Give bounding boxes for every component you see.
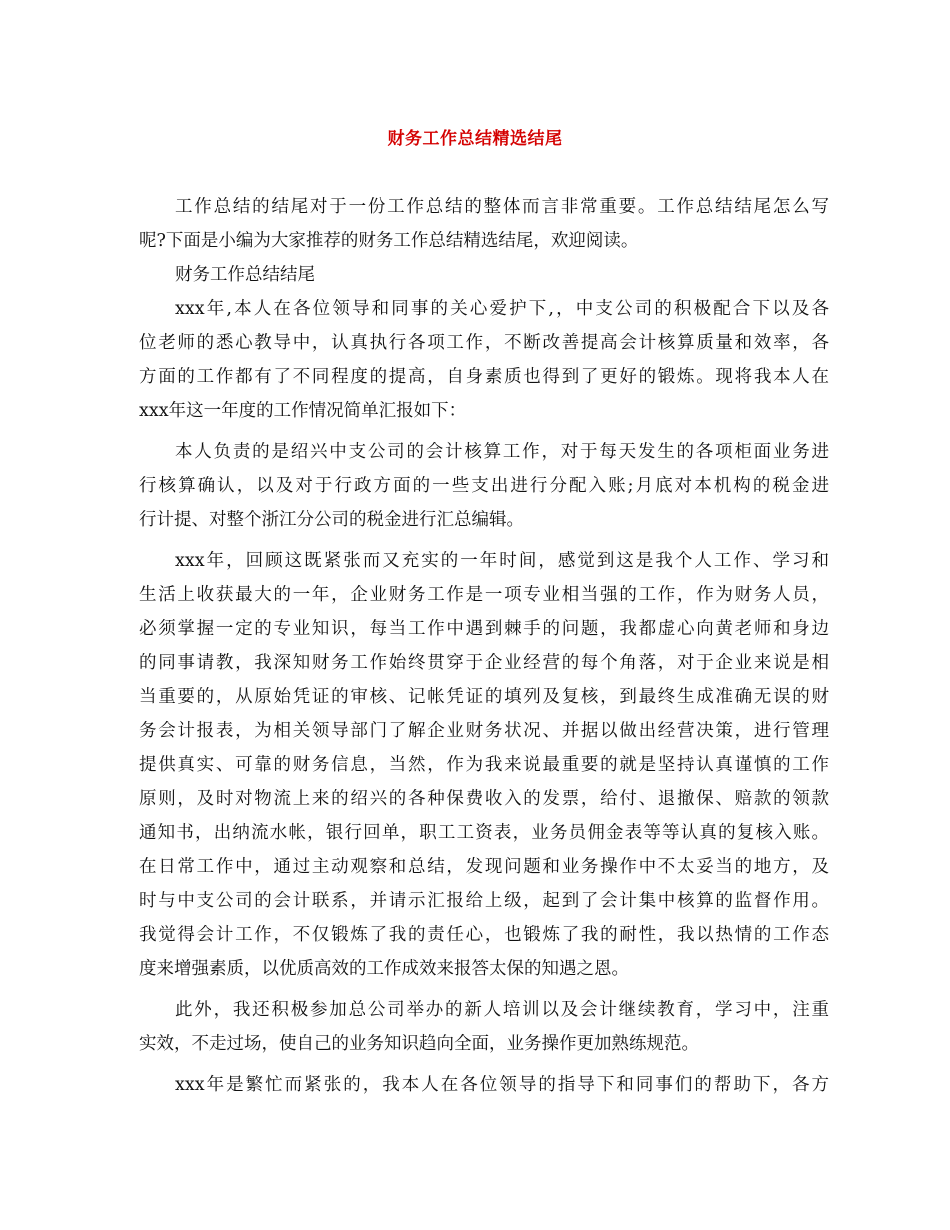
body-text-line: 此外，我还积极参加总公司举办的新人培训以及会计继续教育，学习中，注重 bbox=[175, 1000, 829, 1020]
body-text-line: 提供真实、可靠的财务信息，当然，作为我来说最重要的就是坚持认真谨慎的工作 bbox=[139, 755, 829, 775]
body-text-line: 的同事请教，我深知财务工作始终贯穿于企业经营的每个角落，对于企业来说是相 bbox=[139, 653, 829, 673]
body-text-line: 度来增强素质，以优质高效的工作成效来报答太保的知遇之恩。 bbox=[139, 959, 629, 979]
body-text-line: 当重要的，从原始凭证的审核、记帐凭证的填列及复核，到最终生成准确无误的财 bbox=[139, 687, 829, 707]
body-text-line: 务会计报表，为相关领导部门了解企业财务状况、并据以做出经营决策，进行管理 bbox=[139, 721, 829, 741]
body-text-line: 本人负责的是绍兴中支公司的会计核算工作，对于每天发生的各项柜面业务进 bbox=[175, 442, 829, 462]
body-text-line: 生活上收获最大的一年，企业财务工作是一项专业相当强的工作，作为财务人员， bbox=[139, 585, 829, 605]
body-text-line: 在日常工作中，通过主动观察和总结，发现问题和业务操作中不太妥当的地方，及 bbox=[139, 857, 829, 877]
body-text-line: 时与中支公司的会计联系，并请示汇报给上级，起到了会计集中核算的监督作用。 bbox=[139, 891, 829, 911]
body-text-line: 位老师的悉心教导中，认真执行各项工作，不断改善提高会计核算质量和效率，各 bbox=[139, 333, 829, 353]
body-text-line: xxx年，回顾这既紧张而又充实的一年时间，感觉到这是我个人工作、学习和 bbox=[175, 551, 829, 571]
body-text-line: 行核算确认，以及对于行政方面的一些支出进行分配入账;月底对本机构的税金进 bbox=[139, 476, 829, 496]
body-text-line: 实效，不走过场，使自己的业务知识趋向全面，业务操作更加熟练规范。 bbox=[139, 1034, 699, 1054]
body-text-line: xxx年这一年度的工作情况简单汇报如下： bbox=[139, 401, 467, 421]
body-text-line: xxx年,本人在各位领导和同事的关心爱护下,，中支公司的积极配合下以及各 bbox=[175, 299, 829, 319]
body-text-line: 原则，及时对物流上来的绍兴的各种保费收入的发票，给付、退撤保、赔款的领款 bbox=[139, 789, 829, 809]
body-text-line: 我觉得会计工作，不仅锻炼了我的责任心，也锻炼了我的耐性，我以热情的工作态 bbox=[139, 925, 829, 945]
body-text-line: 财务工作总结结尾 bbox=[175, 265, 315, 285]
body-text-line: 必须掌握一定的专业知识，每当工作中遇到棘手的问题，我都虚心向黄老师和身边 bbox=[139, 619, 829, 639]
document-title: 财务工作总结精选结尾 bbox=[387, 129, 563, 149]
body-text-line: 工作总结的结尾对于一份工作总结的整体而言非常重要。工作总结结尾怎么写 bbox=[175, 197, 829, 217]
body-text-line: 行计提、对整个浙江分公司的税金进行汇总编辑。 bbox=[139, 510, 524, 530]
body-text-line: 呢?下面是小编为大家推荐的财务工作总结精选结尾，欢迎阅读。 bbox=[139, 231, 639, 251]
body-text-line: 通知书，出纳流水帐，银行回单，职工工资表，业务员佣金表等等认真的复核入账。 bbox=[139, 823, 829, 843]
body-text-line: 方面的工作都有了不同程度的提高，自身素质也得到了更好的锻炼。现将我本人在 bbox=[139, 367, 829, 387]
body-text-line: xxx年是繁忙而紧张的，我本人在各位领导的指导下和同事们的帮助下，各方 bbox=[175, 1075, 829, 1095]
